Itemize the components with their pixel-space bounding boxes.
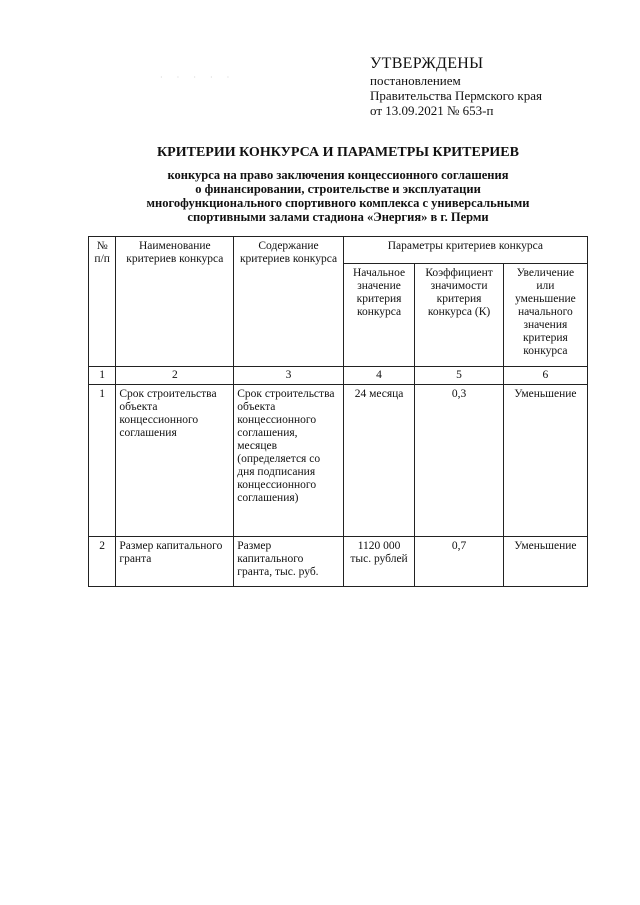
row-coefficient: 0,3 — [415, 385, 503, 537]
header-row — [89, 237, 588, 264]
header-initial: Начальное значение критерия конкурса — [343, 264, 415, 367]
column-index: 3 — [234, 367, 343, 385]
column-index: 5 — [415, 367, 503, 385]
document-title: КРИТЕРИИ КОНКУРСА И ПАРАМЕТРЫ КРИТЕРИЕВ — [157, 145, 519, 160]
table-row — [89, 537, 588, 587]
header-direction: Увеличение или уменьшение начального значения критерия конкурса — [503, 264, 587, 367]
document-subtitle — [88, 168, 588, 224]
subtitle-line: о финансировании, строительстве и эксплуатации — [195, 182, 481, 196]
row-direction: Уменьшение — [503, 537, 587, 587]
row-number: 2 — [89, 537, 116, 587]
header-content: Содержание критериев конкурса — [234, 237, 343, 367]
column-index: 2 — [116, 367, 234, 385]
table-row — [89, 385, 588, 537]
row-criterion-content: Срок строительства объекта концессионного соглашения, месяцев (определяется со дня подписания концессионного соглашения) — [234, 385, 343, 537]
approval-block — [370, 55, 542, 118]
approval-line: постановлением — [370, 73, 461, 88]
row-initial-value: 24 месяца — [343, 385, 415, 537]
column-index: 4 — [343, 367, 415, 385]
row-direction: Уменьшение — [503, 385, 587, 537]
header-coef: Коэффициент значимости критерия конкурса (К) — [415, 264, 503, 367]
row-number: 1 — [89, 385, 116, 537]
row-initial-value: 1120 000 тыс. рублей — [343, 537, 415, 587]
approval-title: УТВЕРЖДЕНЫ — [370, 55, 484, 72]
header-params: Параметры критериев конкурса — [343, 237, 587, 264]
header-name: Наименование критериев конкурса — [116, 237, 234, 367]
column-index: 6 — [503, 367, 587, 385]
approval-date: от 13.09.2021 № 653-п — [370, 103, 494, 118]
criteria-table — [88, 236, 588, 587]
row-criterion-name: Срок строительства объекта концессионного соглашения — [116, 385, 234, 537]
faint-scan-marks: · · · · · — [160, 73, 236, 82]
subtitle-line: конкурса на право заключения концессионного соглашения — [167, 168, 509, 182]
row-coefficient: 0,7 — [415, 537, 503, 587]
subtitle-line: спортивными залами стадиона «Энергия» в г. Перми — [187, 210, 489, 224]
row-criterion-content: Размер капитального гранта, тыс. руб. — [234, 537, 343, 587]
row-criterion-name: Размер капитального гранта — [116, 537, 234, 587]
column-index: 1 — [89, 367, 116, 385]
approval-line: Правительства Пермского края — [370, 88, 542, 103]
column-index-row — [89, 367, 588, 385]
header-no: № п/п — [89, 237, 116, 367]
subtitle-line: многофункционального спортивного комплекса с универсальными — [146, 196, 530, 210]
